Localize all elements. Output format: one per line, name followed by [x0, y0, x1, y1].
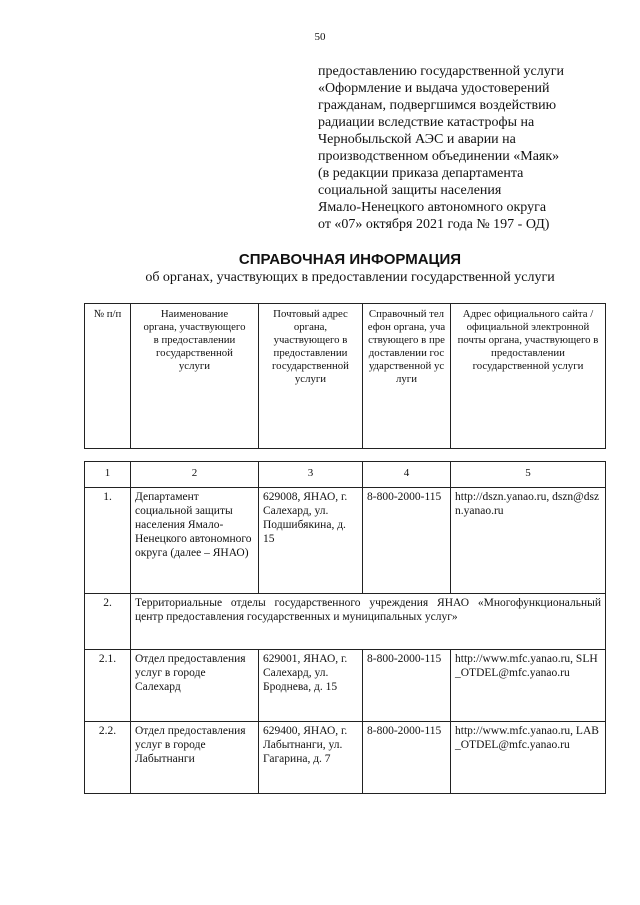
page-number: 50	[314, 31, 326, 43]
row-number: 2.1.	[85, 650, 131, 722]
postal-address: 629001, ЯНАО, г. Салехард, ул. Броднева, д. 15	[259, 650, 363, 722]
column-number: 1	[85, 462, 131, 488]
appendix-line: «Оформление и выдача удостоверений	[318, 81, 550, 96]
appendix-note	[318, 63, 618, 233]
phone: 8-800-2000-115	[363, 650, 451, 722]
header-row	[85, 304, 606, 449]
header-table	[84, 303, 606, 449]
appendix-line: Ямало-Ненецкого автономного округа	[318, 200, 547, 215]
website-email: http://dszn.yanao.ru, dszn@dszn.yanao.ru	[451, 488, 606, 594]
page-subtitle: об органах, участвующих в предоставлении государственной услуги	[145, 270, 555, 285]
appendix-line: Чернобыльской АЭС и аварии на	[318, 132, 516, 147]
table-row	[85, 650, 606, 722]
row-number: 2.2.	[85, 722, 131, 794]
data-table	[84, 461, 606, 794]
postal-address: 629400, ЯНАО, г. Лабытнанги, ул. Гагарина, д. 7	[259, 722, 363, 794]
table-row	[85, 722, 606, 794]
organ-name: Отдел предоставления услуг в городе Лабытнанги	[131, 722, 259, 794]
header-cell: Почтовый адрес органа, участвующего в предоставлении государственной услуги	[259, 304, 363, 449]
appendix-line: производственном объединении «Маяк»	[318, 149, 560, 164]
header-cell: № п/п	[85, 304, 131, 449]
header-cell: Справочный телефон органа, участвующего в предоставлении государственной услуги	[363, 304, 451, 449]
organ-name: Департамент социальной защиты населения Ямало-Ненецкого автономного округа (далее – ЯНАО)	[131, 488, 259, 594]
header-cell: Адрес официального сайта /официальной электронной почты органа, участвующего в предоставлении государственной услуги	[451, 304, 606, 449]
website-email: http://www.mfc.yanao.ru, SLH_OTDEL@mfc.yanao.ru	[451, 650, 606, 722]
appendix-line: радиации вследствие катастрофы на	[318, 115, 535, 130]
page-title: СПРАВОЧНАЯ ИНФОРМАЦИЯ	[238, 251, 462, 268]
appendix-line: предоставлению государственной услуги	[318, 64, 564, 79]
row-number: 1.	[85, 488, 131, 594]
appendix-line: социальной защиты населения	[318, 183, 502, 198]
table-row	[85, 488, 606, 594]
table-row	[85, 594, 606, 650]
column-number: 4	[363, 462, 451, 488]
appendix-line: (в редакции приказа департамента	[318, 166, 524, 181]
phone: 8-800-2000-115	[363, 488, 451, 594]
phone: 8-800-2000-115	[363, 722, 451, 794]
postal-address: 629008, ЯНАО, г. Салехард, ул. Подшибякина, д. 15	[259, 488, 363, 594]
section-text: Территориальные отделы государственного учреждения ЯНАО «Многофункциональный центр предоставления государственных и муниципальных услуг»	[131, 594, 606, 650]
header-cell: Наименование органа, участвующего в предоставлении государственной услуги	[131, 304, 259, 449]
column-number: 3	[259, 462, 363, 488]
website-email: http://www.mfc.yanao.ru, LAB_OTDEL@mfc.yanao.ru	[451, 722, 606, 794]
row-number: 2.	[85, 594, 131, 650]
organ-name: Отдел предоставления услуг в городе Салехард	[131, 650, 259, 722]
appendix-line: гражданам, подвергшимся воздействию	[318, 98, 557, 113]
column-number: 5	[451, 462, 606, 488]
appendix-line: от «07» октября 2021 года № 197 - ОД)	[318, 217, 550, 232]
column-number-row	[85, 462, 606, 488]
column-number: 2	[131, 462, 259, 488]
